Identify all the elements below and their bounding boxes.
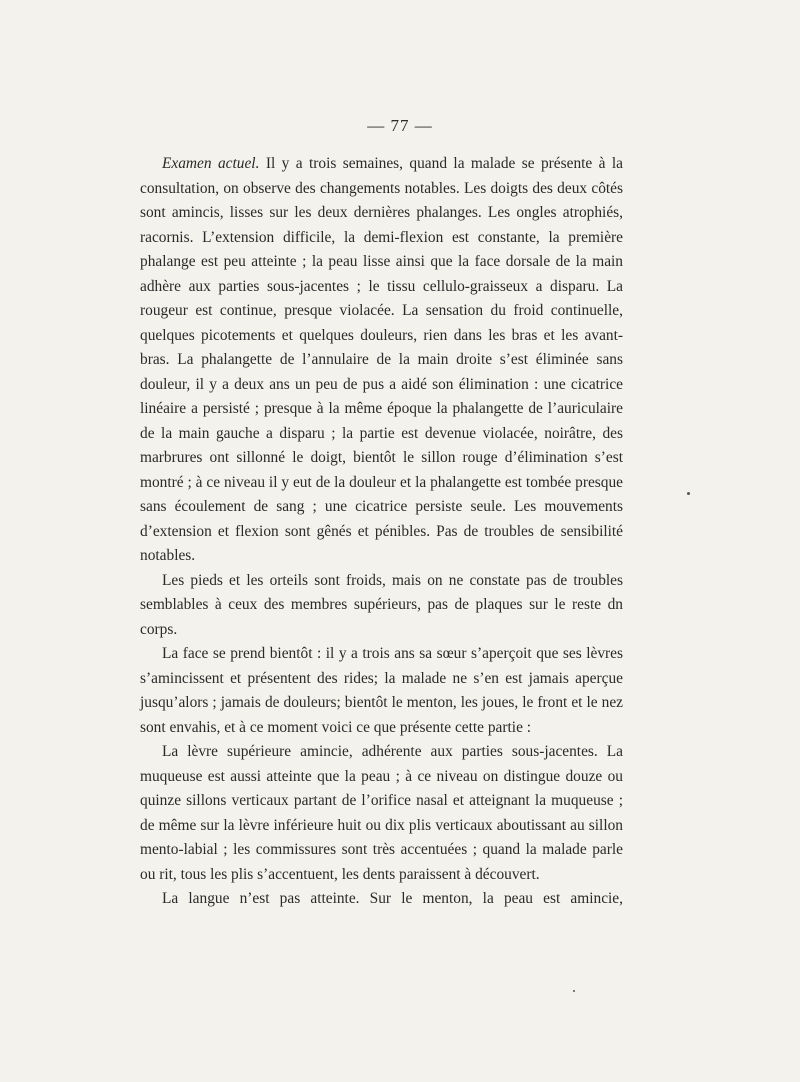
paragraph-text: Il y a trois semaines, quand la malade se présente à la consultation, on observe des changements notables. Les doigts des deux côtés sont amincis, lisses sur les deux dernières phalanges. Les ongles atrophiés, racornis. L’extension difficile, la demi-flexion est constante, la première phalange est peu atteinte ; la peau lisse ainsi que la face dorsale de la main adhère aux parties sous-jacentes ; le tissu cellulo-graisseux a disparu. La rougeur est continue, presque violacée. La sensation du froid continuelle, quelques picotements et quelques douleurs, rien dans les bras et les avant-bras. La phalangette de l’annulaire de la main droite s’est éliminée sans douleur, il y a deux ans un peu de pus a aidé son élimination : une cicatrice linéaire a persisté ; presque à la même époque la phalangette de l’auriculaire de la main gauche a disparu ; la partie est devenue violacée, noirâtre, des marbrures ont sillonné le doigt, bientôt le sillon rouge d’élimination s’est montré ; à ce niveau il y eut de la douleur et la phalangette est tombée presque sans écoulement de sang ; une cicatrice persiste seule. Les mouvements d’extension et flexion sont gênés et pénibles. Pas de troubles de sensibilité notables. — [140, 155, 623, 564]
paper-speck — [687, 492, 690, 495]
paragraph-examen — [140, 152, 623, 569]
page-number: — 77 — — [367, 116, 433, 135]
paragraph-pieds — [140, 569, 623, 643]
body-text — [140, 152, 623, 912]
paragraph-langue — [140, 887, 623, 912]
paragraph-text: Les pieds et les orteils sont froids, mais on ne constate pas de troubles semblables à ceux des membres supérieurs, pas de plaques sur le reste dn corps. — [140, 571, 623, 638]
paragraph-levre — [140, 740, 623, 887]
paragraph-text: La langue n’est pas atteinte. Sur le menton, la peau est amincie, — [162, 890, 623, 907]
paper-speck — [573, 990, 575, 992]
paragraph-face — [140, 642, 623, 740]
section-lead: Examen actuel. — [162, 155, 260, 172]
paragraph-text: La face se prend bientôt : il y a trois ans sa sœur s’aperçoit que ses lèvres s’amincissent et présentent des rides; la malade ne s’en est jamais aperçue jusqu’alors ; jamais de douleurs; bientôt le menton, les joues, le front et le nez sont envahis, et à ce moment voici ce que présente cette partie : — [140, 645, 623, 736]
paragraph-text: La lèvre supérieure amincie, adhérente aux parties sous-jacentes. La muqueuse est aussi atteinte que la peau ; à ce niveau on distingue douze ou quinze sillons verticaux partant de l’orifice nasal et atteignant la muqueuse ; de même sur la lèvre inférieure huit ou dix plis verticaux aboutissant au sillon mento-labial ; les commissures sont très accentuées ; quand la malade parle ou rit, tous les plis s’accentuent, les dents paraissent à découvert. — [140, 743, 623, 883]
